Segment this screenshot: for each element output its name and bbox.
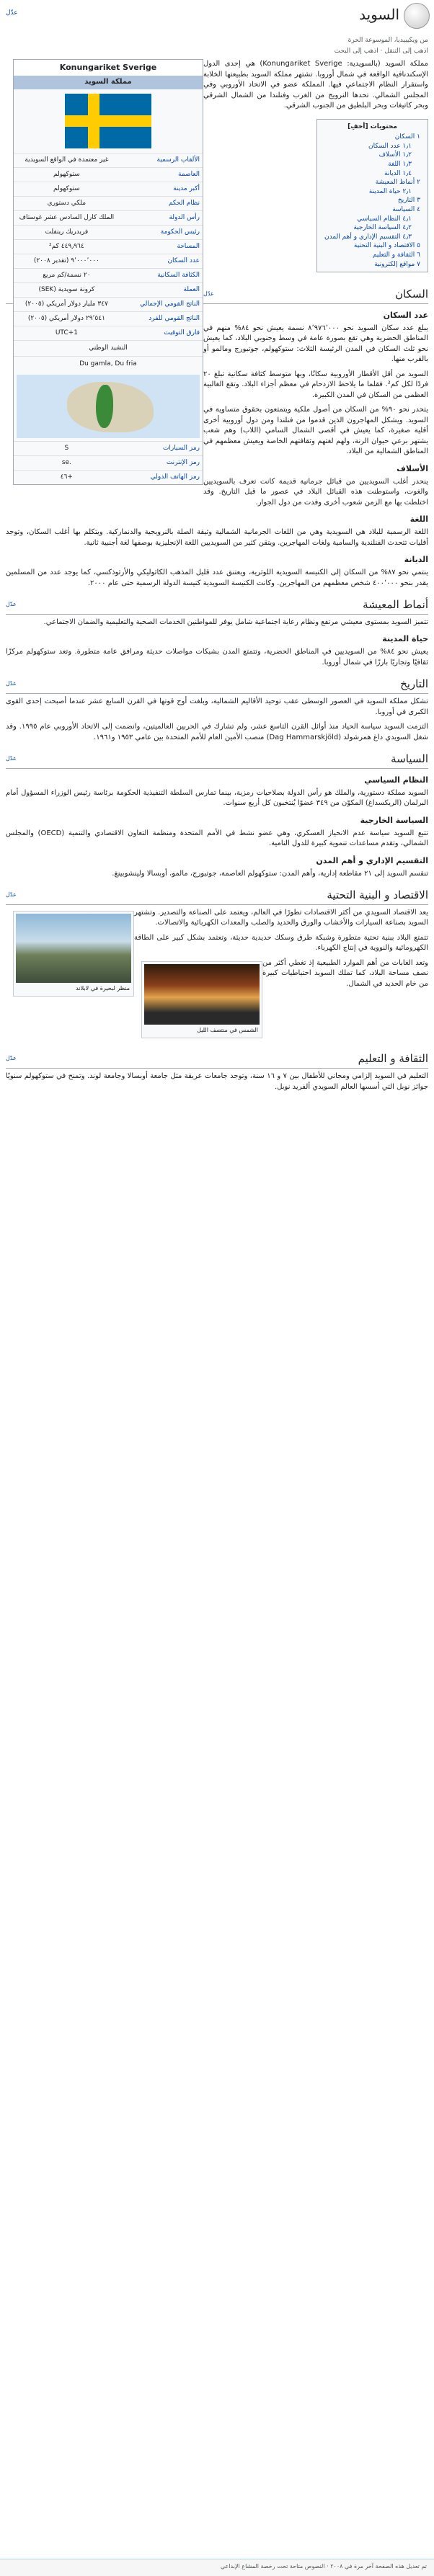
- section-history: [6, 677, 428, 694]
- infobox-value: الملك كارل السادس عشر غوستاف: [14, 210, 120, 225]
- infobox-key[interactable]: العاصمة: [120, 167, 203, 182]
- paragraph: السويد مملكة دستورية، والملك هو رأس الدولة بصلاحيات رمزية، بينما تمارس السلطة التنفيذية الحكومة برئاسة رئيس الوزراء المسؤول أمام البرلمان (الريكسداغ) المكوّن من ٣٤٩ عضوًا يُنتخبون كل أربع سنوات.: [6, 788, 428, 808]
- section-politics: [6, 752, 428, 769]
- thumbnail-lake[interactable]: [13, 911, 134, 997]
- infobox-arabic-name: مملكة السويد: [14, 76, 203, 89]
- infobox-value: ٣٤٧ مليار دولار أمريكي (٢٠٠٥): [14, 298, 120, 312]
- toc-item[interactable]: ١٫٢ الأسلاف: [378, 151, 412, 159]
- toc-item[interactable]: ٤٫٣ التقسيم الإداري و أهم المدن: [324, 233, 412, 241]
- infobox-value: +٤٦: [14, 471, 120, 485]
- infobox-value: غير معتمدة في الواقع السويدية: [14, 153, 120, 167]
- section-edit-link[interactable]: عدّل: [6, 601, 17, 608]
- toc-item[interactable]: ٣ التاريخ: [397, 197, 420, 205]
- infobox-value: فريدريك رينفلت: [14, 225, 120, 239]
- section-economy: [6, 888, 428, 905]
- paragraph: تشكل مملكة السويد في العصور الوسطى عقب توحيد الأقاليم الشمالية، وبلغت أوج قوتها في القرن السابع عشر عندما أصبحت إحدى القوى الكبرى في أوروبا.: [6, 698, 428, 716]
- thumbnail-caption: منظر لبحيرة في لابلاند: [76, 984, 130, 991]
- toc-item[interactable]: ٤ السياسة: [392, 205, 420, 213]
- toc-item[interactable]: ١٫٤ الديانة: [384, 169, 412, 177]
- section-title: التاريخ: [400, 677, 428, 691]
- infobox-row: [14, 326, 203, 341]
- toc-item[interactable]: ٧ مواقع إلكترونية: [374, 260, 420, 268]
- paragraph: السويد من أقل الأقطار الأوروبية سكانًا، وبها متوسط كثافة سكانية تبلغ ٢٠ فردًا لكل كم². فقلما ما يلاحظ الازدحام في معظم أجزاء البلاد. وتقع الغالبية العظمى من السكان في المدن الكبيرة.: [203, 370, 428, 399]
- infobox-value: ستوكهولم: [14, 167, 120, 182]
- toc-item[interactable]: ٦ الثقافة و التعليم: [372, 251, 420, 259]
- section-title: الاقتصاد و البنية التحتية: [327, 888, 428, 902]
- subsection-city: حياة المدينة: [382, 634, 428, 644]
- lake-image[interactable]: [16, 914, 131, 983]
- infobox-value: ستوكهولم: [14, 182, 120, 196]
- infobox-row: [14, 282, 203, 297]
- infobox-key[interactable]: الناتج القومي الإجمالي: [120, 298, 203, 312]
- paragraph: يبلغ عدد سكان السويد نحو ٨٬٩٧٦٬٠٠٠ نسمة يعيش نحو ٨٤% منهم في المناطق الحضرية وهي تقع بصورة عامة في وسط وجنوبي البلاد، كما يعيش نحو ثلث السكان في المدن الرئيسة الثلاث: ستوكهولم، جوتبورج ومالمو أو بالقرب منها.: [203, 324, 429, 364]
- site-subtitle: من ويكيبيديا، الموسوعة الحرة: [347, 37, 428, 44]
- paragraph: اللغة الرسمية للبلاد هي السويدية وهي من اللغات الجرمانية الشمالية وثيقة الصلة بالنرويجية والدنماركية. ويتكلم بها أغلب السكان، وتوجد أقليات تتحدث الفنلندية والسامية ولغات المهاجرين. ويتقن كثير من السويديين اللغة الإنجليزية بوصفها لغة أجنبية ثانية.: [6, 528, 428, 547]
- subsection-ancestors: الأسلاف: [397, 463, 428, 473]
- paragraph: تتميز السويد بمستوى معيشي مرتفع ونظام رعاية اجتماعية شامل يوفر للمواطنين الخدمات الصحية والتعليمية والضمان الاجتماعي.: [43, 618, 428, 626]
- infobox-key[interactable]: رأس الدولة: [120, 210, 203, 225]
- paragraph: يعيش نحو ٨٤% من السويديين في المناطق الحضرية، وتتمتع المدن بشبكات مواصلات حديثة ومرافق عامة متطورة. وتعد ستوكهولم مركزًا ثقافيًا وتجاريًا بارزًا في شمال أوروبا.: [6, 648, 428, 667]
- infobox-value: ملكي دستوري: [14, 196, 120, 210]
- subsection-language: اللغة: [409, 514, 428, 525]
- section-culture: [6, 1051, 428, 1069]
- section-title: الثقافة و التعليم: [358, 1052, 428, 1066]
- intro-paragraph: مملكة السويد (بالسويدية: Konungariket Sverige) هي إحدى الدول الإسكندنافية الواقعة في شمال أوروبا. تشتهر مملكة السويد بطبيعتها الخلابة واستقرار النظام الاجتماعي فيها. المملكة عضو في الاتحاد الأوروبي وفي المجلس الشمالي. تحدها النرويج من الغرب وفنلندا من الشمال الشرقي وبحر كاتيغات وبحر البلطيق من الجنوب الشرقي.: [203, 60, 428, 110]
- infobox-key[interactable]: الألقاب الرسمية: [120, 153, 203, 167]
- toc-item[interactable]: ٤٫١ النظام السياسي: [357, 215, 412, 223]
- infobox-key[interactable]: رئيس الحكومة: [120, 225, 203, 239]
- infobox-row: [14, 225, 203, 239]
- section-title: السكان: [395, 288, 428, 301]
- subsection-religion: الديانة: [404, 555, 428, 565]
- infobox-key[interactable]: رمز السيارات: [120, 442, 203, 456]
- paragraph: وتعد الغابات من أهم الموارد الطبيعية إذ تغطي أكثر من نصف مساحة البلاد، كما تملك السويد احتياطيات كبيرة من خام الحديد في الشمال.: [262, 958, 428, 988]
- infobox-value: S: [14, 442, 120, 456]
- infobox-key[interactable]: فارق التوقيت: [120, 326, 203, 341]
- section-edit-link[interactable]: عدّل: [6, 680, 17, 687]
- paragraph: تتبع السويد سياسة عدم الانحياز العسكري، وهي عضو نشط في الأمم المتحدة ومنظمة التعاون الاقتصادي والتنمية (OECD) والمجلس الشمالي، وتقدم مساعدات تنموية كبيرة للدول النامية.: [6, 829, 428, 848]
- navigation-hatnote: اذهب إلى التنقل · اذهب إلى البحث: [334, 48, 428, 55]
- thumbnail-caption: الشمس في منتصف الليل: [197, 1026, 258, 1033]
- toc-item[interactable]: ٢٫١ حياة المدينة: [368, 187, 412, 195]
- infobox-row: [14, 196, 203, 210]
- paragraph: يتحدر نحو ٩٠% من السكان من أصول ملكية ويتمتعون بحقوق متساوية في السويد. ويشكل المهاجرون الذين قدموا من فنلندا ومن دول أوروبية أخرى أقلية صغيرة، كما يعيش في أقصى الشمال السامي (اللاب) وهم شعب يشتهر برعي حيوان الرنة، ولهم لغتهم وثقافتهم الخاصة ويعيش معظمهم في المناطق الشمالية من البلاد.: [203, 406, 428, 456]
- location-map[interactable]: [17, 375, 200, 438]
- section-living: [6, 597, 428, 615]
- infobox-native-name: Konungariket Sverige: [14, 60, 203, 76]
- infobox-code-row: [14, 456, 203, 471]
- infobox-code-row: [14, 442, 203, 456]
- infobox-row: [14, 254, 203, 268]
- toc-title[interactable]: محتويات [أخفِ]: [347, 122, 397, 130]
- infobox-row: [14, 153, 203, 167]
- paragraph: التعليم في السويد إلزامي ومجاني للأطفال بين ٧ و ١٦ سنة، وتوجد جامعات عريقة مثل جامعة أوبسالا وجامعة لوند. وتمنح في ستوكهولم سنويًا جوائز نوبل التي أسسها العالم السويدي ألفريد نوبل.: [6, 1072, 429, 1091]
- toc-item[interactable]: ١٫٣ اللغة: [388, 160, 412, 168]
- infobox-key[interactable]: الناتج القومي للفرد: [120, 312, 203, 326]
- infobox-value: ٤٤٩٫٩٦٤ كم²: [14, 239, 120, 254]
- section-edit-link[interactable]: عدّل: [6, 755, 17, 762]
- subsection-count: عدد السكان: [383, 310, 428, 320]
- paragraph: ينتمي نحو ٨٧% من السكان إلى الكنيسة السويدية اللوثرية، ويعتنق عدد قليل المذهب الكاثوليكي والأرثوذكسي، كما يوجد عدد من المسلمين يقدر بنحو ٤٠٠٬٠٠٠ شخص معظمهم من المهاجرين. وكانت الكنيسة السويدية كنيسة الدولة الرسمية حتى عام ٢٠٠٠.: [6, 569, 428, 587]
- infobox-row: [14, 312, 203, 326]
- infobox-value: ٩٬٠٠٠٬٠٠٠ (تقدير ٢٠٠٨): [14, 254, 120, 268]
- infobox-table: [14, 153, 203, 341]
- infobox-key[interactable]: رمز الهاتف الدولي: [120, 471, 203, 485]
- paragraph: تتمتع البلاد ببنية تحتية متطورة وشبكة طرق وسكك حديدية حديثة، وتعتمد بشكل كبير على الطاقة الكهرومائية والنووية في إنتاج الكهرباء.: [134, 933, 428, 953]
- infobox-row: [14, 210, 203, 225]
- infobox-value: ٢٩٬٥٤١ دولار أمريكي (٢٠٠٥): [14, 312, 120, 326]
- table-of-contents: [316, 119, 428, 273]
- infobox-row: [14, 167, 203, 182]
- infobox-key[interactable]: عدد السكان: [120, 254, 203, 268]
- paragraph: ينحدر أغلب السويديين من قبائل جرمانية قديمة كانت تعرف بالسويديين والغوت، واستوطنت هذه القبائل البلاد في عصور ما قبل التاريخ. وقد اختلطت بها مع الزمن شعوب أخرى وفدت من دول الجوار.: [203, 477, 428, 507]
- section-title: السياسة: [391, 752, 428, 766]
- infobox: [13, 59, 203, 485]
- thumbnail-midnight-sun[interactable]: [141, 961, 262, 1039]
- section-title: أنماط المعيشة: [363, 598, 428, 612]
- midnight-sun-image[interactable]: [144, 964, 260, 1025]
- toc-item[interactable]: ١ السكان: [394, 133, 420, 141]
- anthem-label: النشيد الوطني: [14, 340, 203, 356]
- infobox-row: [14, 182, 203, 196]
- toc-item[interactable]: ١٫١ عدد السكان: [368, 142, 412, 150]
- infobox-value: UTC+1: [14, 326, 120, 341]
- section-edit-link[interactable]: عدّل: [6, 891, 17, 899]
- infobox-key[interactable]: العملة: [120, 282, 203, 297]
- toc-item[interactable]: ٤٫٢ السياسة الخارجية: [353, 224, 412, 232]
- infobox-value: كرونة سويدية (SEK): [14, 282, 120, 297]
- article-content: [0, 32, 434, 2576]
- subsection-admin: التقسيم الإداري و أهم المدن: [316, 855, 428, 865]
- infobox-value: .se: [14, 456, 120, 471]
- infobox-key[interactable]: الكثافة السكانية: [120, 268, 203, 282]
- edit-link[interactable]: عدّل: [6, 9, 18, 17]
- infobox-code-row: [14, 471, 203, 485]
- top-bar: [0, 0, 434, 32]
- codes-table: [14, 441, 203, 484]
- toc-item[interactable]: ٥ الاقتصاد و البنية التحتية: [353, 242, 420, 250]
- infobox-key[interactable]: المساحة: [120, 239, 203, 254]
- infobox-key[interactable]: أكبر مدينة: [120, 182, 203, 196]
- paragraph: تنقسم السويد إلى ٢١ مقاطعة إدارية، وأهم المدن: ستوكهولم العاصمة، جوتبورج، مالمو، أوبسالا ولينشوبينغ.: [112, 869, 428, 878]
- page-title: السويد: [359, 6, 399, 23]
- subsection-foreign: السياسة الخارجية: [360, 815, 428, 825]
- footer: تم تعديل هذه الصفحة آخر مرة في ٢٠٠٨ · النصوص متاحة تحت رخصة المشاع الإبداعي: [0, 2559, 434, 2576]
- infobox-row: [14, 298, 203, 312]
- paragraph: يعد الاقتصاد السويدي من أكثر الاقتصادات تطورًا في العالم، ويعتمد على الصناعة والتصدير. وتشتهر السويد بصناعة السيارات والأخشاب والورق والحديد والصلب والمعدات الكهربائية والاتصالات.: [134, 908, 428, 927]
- infobox-key[interactable]: رمز الإنترنت: [120, 456, 203, 471]
- section-edit-link[interactable]: عدّل: [203, 290, 214, 298]
- infobox-row: [14, 239, 203, 254]
- anthem-value[interactable]: Du gamla, Du fria: [14, 356, 203, 372]
- paragraph: التزمت السويد سياسة الحياد منذ أوائل القرن التاسع عشر، ولم تشارك في الحربين العالميتين، وانضمت إلى الاتحاد الأوروبي عام ١٩٩٥. وقد شغل السويدي داغ همرشولد (Dag Hammarskjöld) منصب الأمين العام للأمم المتحدة بين عامي ١٩٥٣ و١٩٦١.: [6, 723, 428, 741]
- flag-icon[interactable]: [65, 94, 151, 148]
- infobox-row: [14, 268, 203, 282]
- wikipedia-logo-icon[interactable]: [404, 3, 430, 29]
- infobox-key[interactable]: نظام الحكم: [120, 196, 203, 210]
- infobox-value: ٢٠ نسمة/كم مربع: [14, 268, 120, 282]
- subsection-system: النظام السياسي: [364, 775, 428, 785]
- toc-item[interactable]: ٢ أنماط المعيشة: [375, 179, 420, 187]
- section-edit-link[interactable]: عدّل: [6, 1055, 17, 1062]
